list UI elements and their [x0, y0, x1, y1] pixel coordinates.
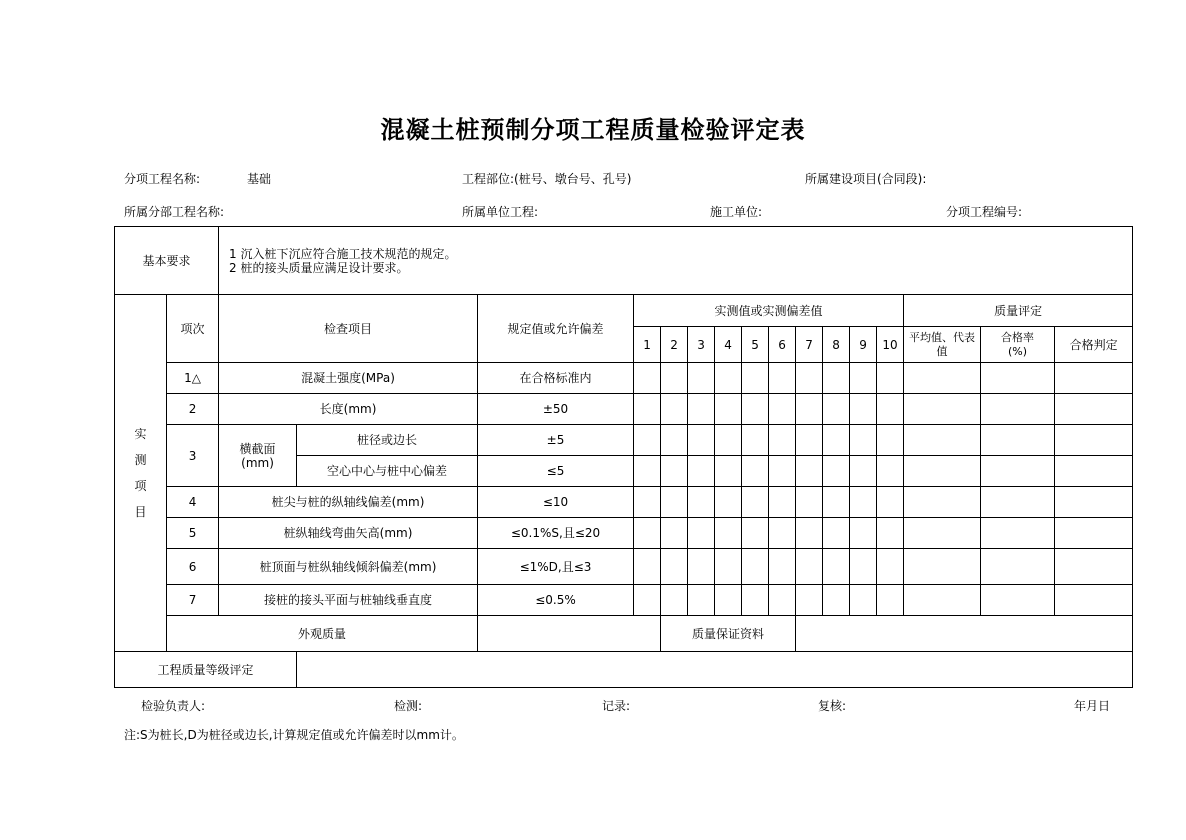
- contractor-label: 施工单位:: [710, 205, 763, 219]
- row-no: 3: [167, 425, 219, 487]
- header-judge: 合格判定: [1055, 327, 1133, 363]
- recorder-label: 记录:: [602, 699, 631, 713]
- table-row: [115, 363, 1133, 394]
- measure-col-7: 7: [796, 327, 823, 363]
- header-check-item: 检查项目: [219, 295, 478, 363]
- reviewer-label: 复核:: [818, 699, 847, 713]
- row-spec: ≤0.1%S,且≤20: [478, 518, 634, 549]
- basic-requirement-1: 1 沉入桩下沉应符合施工技术规范的规定。: [229, 246, 457, 261]
- header-quality: 质量评定: [904, 295, 1133, 327]
- table-row: [115, 487, 1133, 518]
- row-spec: ≤5: [478, 456, 634, 487]
- row-item: 桩径或边长: [297, 425, 478, 456]
- row-item: 桩尖与桩的纵轴线偏差(mm): [219, 487, 478, 518]
- row-no: 2: [167, 394, 219, 425]
- table-row: [115, 394, 1133, 425]
- section-label: 实测项目: [134, 427, 147, 519]
- row-item: 桩纵轴线弯曲矢高(mm): [219, 518, 478, 549]
- table-row: [115, 585, 1133, 616]
- measure-col-2: 2: [661, 327, 688, 363]
- row-item: 桩顶面与桩纵轴线倾斜偏差(mm): [219, 549, 478, 585]
- division-label: 所属分部工程名称:: [124, 205, 225, 219]
- measure-col-9: 9: [850, 327, 877, 363]
- basic-requirements-label: 基本要求: [115, 227, 219, 295]
- measure-col-8: 8: [823, 327, 850, 363]
- header-item-no: 项次: [167, 295, 219, 363]
- grade-assessment-label: 工程质量等级评定: [115, 652, 297, 688]
- basic-requirements-text: [219, 227, 1133, 295]
- header-measured: 实测值或实测偏差值: [634, 295, 904, 327]
- section-label-cell: [115, 295, 167, 652]
- row-item: 接桩的接头平面与桩轴线垂直度: [219, 585, 478, 616]
- row-no: 4: [167, 487, 219, 518]
- inspector-label: 检验负责人:: [141, 699, 206, 713]
- measure-col-1: 1: [634, 327, 661, 363]
- basic-requirement-2: 2 桩的接头质量应满足设计要求。: [229, 260, 409, 275]
- header-spec: 规定值或允许偏差: [478, 295, 634, 363]
- item-name-value: 基础: [247, 172, 272, 186]
- appearance-quality-label: 外观质量: [167, 616, 478, 652]
- tester-label: 检测:: [394, 699, 423, 713]
- header-avg: 平均值、代表值: [904, 327, 981, 363]
- footnote: 注:S为桩长,D为桩径或边长,计算规定值或允许偏差时以mm计。: [124, 728, 464, 742]
- form-title: 混凝土桩预制分项工程质量检验评定表: [380, 116, 806, 144]
- inspection-table: [114, 226, 1133, 688]
- row-group: 横截面(mm): [219, 425, 297, 487]
- item-name-label: 分项工程名称:: [124, 172, 201, 186]
- date-label: 年月日: [1074, 699, 1111, 713]
- row-no: 7: [167, 585, 219, 616]
- row-item: 长度(mm): [219, 394, 478, 425]
- measure-col-10: 10: [877, 327, 904, 363]
- row-spec: 在合格标准内: [478, 363, 634, 394]
- row-spec: ≤0.5%: [478, 585, 634, 616]
- table-row: [115, 549, 1133, 585]
- header-pass-rate: 合格率(%): [981, 327, 1055, 363]
- quality-assurance-value: [796, 616, 1133, 652]
- measure-col-6: 6: [769, 327, 796, 363]
- measure-col-4: 4: [715, 327, 742, 363]
- row-no: 1△: [167, 363, 219, 394]
- quality-assurance-label: 质量保证资料: [661, 616, 796, 652]
- appearance-quality-value: [478, 616, 661, 652]
- row-no: 6: [167, 549, 219, 585]
- row-spec: ≤1%D,且≤3: [478, 549, 634, 585]
- row-item: 混凝土强度(MPa): [219, 363, 478, 394]
- location-label: 工程部位:(桩号、墩台号、孔号): [462, 172, 632, 186]
- row-item: 空心中心与桩中心偏差: [297, 456, 478, 487]
- item-code-label: 分项工程编号:: [946, 205, 1023, 219]
- row-spec: ±50: [478, 394, 634, 425]
- project-label: 所属建设项目(合同段):: [805, 172, 927, 186]
- row-no: 5: [167, 518, 219, 549]
- table-row: [115, 518, 1133, 549]
- unit-project-label: 所属单位工程:: [462, 205, 539, 219]
- grade-assessment-value: [297, 652, 1133, 688]
- row-spec: ±5: [478, 425, 634, 456]
- row-spec: ≤10: [478, 487, 634, 518]
- measure-col-5: 5: [742, 327, 769, 363]
- measure-col-3: 3: [688, 327, 715, 363]
- table-row: [115, 425, 1133, 456]
